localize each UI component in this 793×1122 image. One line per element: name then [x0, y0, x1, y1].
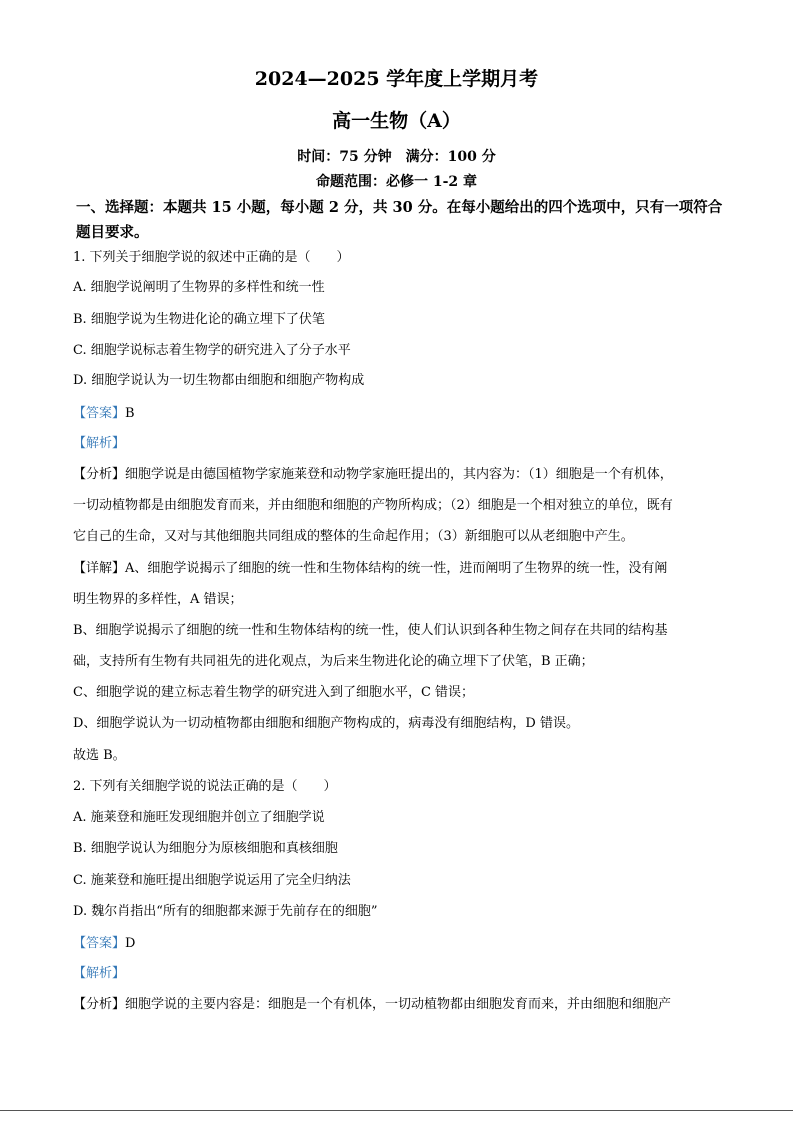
option-c: C. 施莱登和施旺提出细胞学说运用了完全归纳法 — [73, 873, 351, 888]
scope-line: 命题范围：必修一 1-2 章 — [315, 174, 478, 190]
answer-tag: 【答案】 — [73, 936, 126, 951]
exam-title: 2024—2025 学年度上学期月考 — [254, 68, 539, 90]
xiangjie-tag: 【详解】 — [73, 561, 126, 576]
page-footer-divider — [0, 1110, 793, 1111]
question-stem: 2. 下列有关细胞学说的说法正确的是（ ） — [73, 779, 337, 794]
detail-line: 础，支持所有生物有共同祖先的进化观点，为后来生物进化论的确立埋下了伏笔，B 正确； — [73, 654, 594, 669]
detail-line: D、细胞学说认为一切动植物都由细胞和细胞产物构成的，病毒没有细胞结构，D 错误。 — [73, 716, 579, 731]
exam-subtitle: 高一生物（A） — [332, 110, 461, 132]
fenxi-tag: 【分析】 — [73, 467, 126, 482]
fenxi-text: 细胞学说的主要内容是：细胞是一个有机体，一切动植物都由细胞发育而来，并由细胞和细胞产 — [125, 997, 672, 1012]
answer-value: D — [125, 936, 136, 951]
option-a: A. 细胞学说阐明了生物界的多样性和统一性 — [73, 280, 325, 295]
option-a: A. 施莱登和施旺发现细胞并创立了细胞学说 — [73, 810, 325, 825]
detail-line: C、细胞学说的建立标志着生物学的研究进入到了细胞水平，C 错误； — [73, 685, 475, 700]
answer-line — [73, 405, 135, 423]
option-d: D. 细胞学说认为一切生物都由细胞和细胞产物构成 — [73, 373, 365, 388]
analysis-line — [73, 466, 673, 484]
analysis-line: 它自己的生命，又对与其他细胞共同组成的整体的生命起作用；（3）新细胞可以从老细胞中产生。 — [73, 529, 634, 544]
detail-line: B、细胞学说揭示了细胞的统一性和生物体结构的统一性，使人们认识到各种生物之间存在共同的结构基 — [73, 623, 668, 638]
question-stem: 1. 下列关于细胞学说的叙述中正确的是（ ） — [73, 250, 350, 265]
xiangjie-text: A、细胞学说揭示了细胞的统一性和生物体结构的统一性，进而阐明了生物界的统一性，没有阐 — [125, 561, 668, 576]
section-heading: 一、选择题：本题共 15 小题，每小题 2 分，共 30 分。在每小题给出的四个选项中，只有一项符合题目要求。 — [76, 199, 723, 241]
analysis-line — [73, 996, 671, 1014]
conclusion-line: 故选 B。 — [73, 748, 126, 763]
answer-tag: 【答案】 — [73, 406, 126, 421]
option-d: D. 魏尔肖指出“所有的细胞都来源于先前存在的细胞” — [73, 904, 378, 919]
answer-value: B — [125, 406, 135, 421]
option-b: B. 细胞学说为生物进化论的确立埋下了伏笔 — [73, 312, 325, 327]
fenxi-text: 细胞学说是由德国植物学家施莱登和动物学家施旺提出的，其内容为：（1）细胞是一个有机体， — [125, 467, 673, 482]
analysis-tag: 【解析】 — [73, 966, 126, 981]
detail-line — [73, 560, 667, 578]
answer-line — [73, 935, 135, 953]
option-b: B. 细胞学说认为细胞分为原核细胞和真核细胞 — [73, 841, 338, 856]
analysis-tag: 【解析】 — [73, 436, 126, 451]
analysis-line: 一切动植物都是由细胞发育而来，并由细胞和细胞的产物所构成；（2）细胞是一个相对独立的单位，既有 — [73, 498, 673, 513]
fenxi-tag: 【分析】 — [73, 997, 126, 1012]
detail-line: 明生物界的多样性，A 错误； — [73, 592, 243, 607]
time-score-line: 时间：75 分钟 满分：100 分 — [297, 149, 496, 165]
option-c: C. 细胞学说标志着生物学的研究进入了分子水平 — [73, 343, 351, 358]
